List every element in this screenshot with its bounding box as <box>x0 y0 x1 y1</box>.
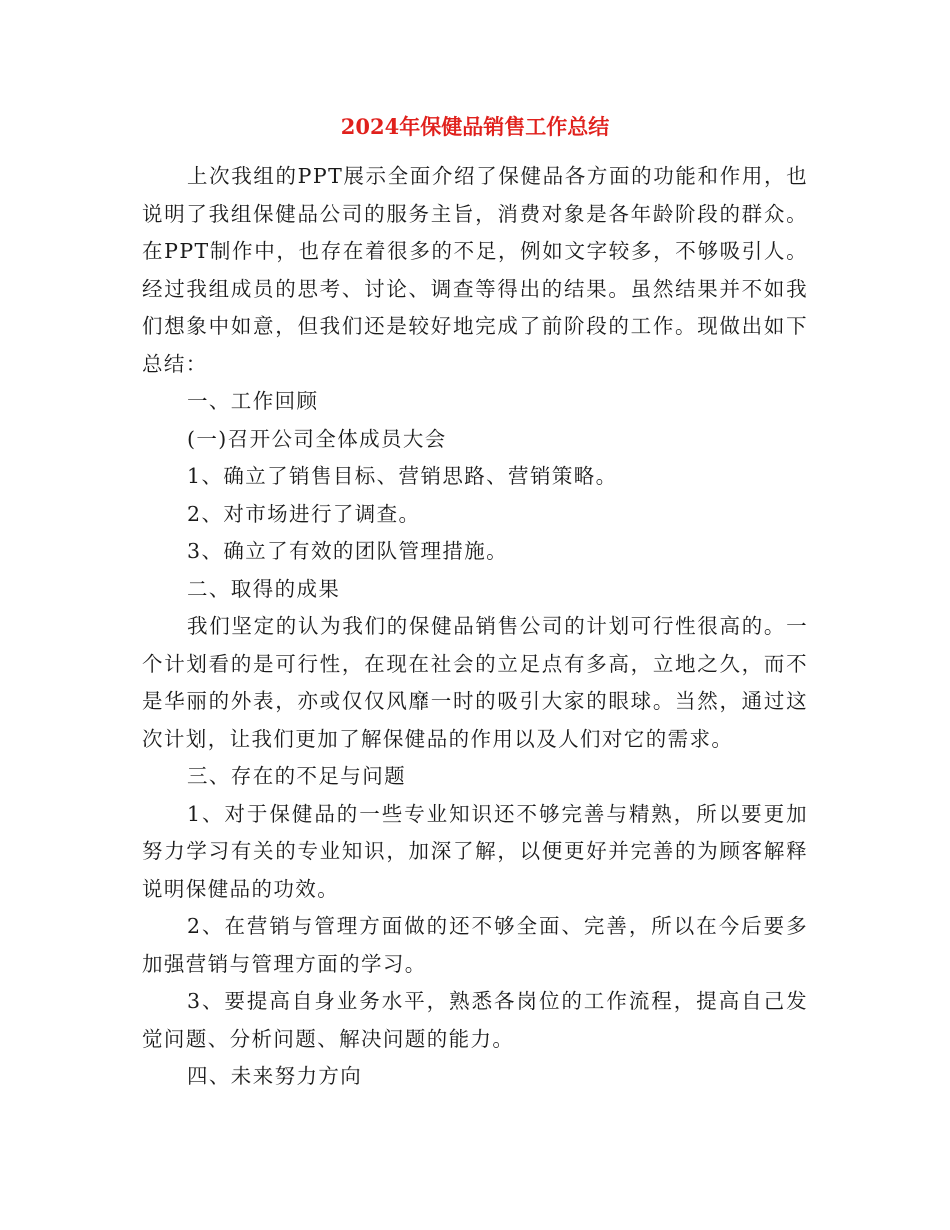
intro-paragraph: 上次我组的PPT展示全面介绍了保健品各方面的功能和作用，也说明了我组保健品公司的服务主旨，消费对象是各年龄阶段的群众。在PPT制作中，也存在着很多的不足，例如文字较多，不够吸引人。经过我组成员的思考、讨论、调查等得出的结果。虽然结果并不如我们想象中如意，但我们还是较好地完成了前阶段的工作。现做出如下总结： <box>142 164 808 376</box>
list-item: 1、确立了销售目标、营销思路、营销策略。 <box>187 464 618 488</box>
list-item: 2、对市场进行了调查。 <box>187 501 421 526</box>
section-heading-future-direction: 四、未来努力方向 <box>187 1064 363 1088</box>
document-body <box>142 158 808 1096</box>
section-heading-work-review: 一、工作回顾 <box>187 389 319 413</box>
section-heading-problems: 三、存在的不足与问题 <box>187 764 406 788</box>
document-title: 2024年保健品销售工作总结 <box>340 114 610 139</box>
list-item: 2、在营销与管理方面做的还不够全面、完善，所以在今后要多加强营销与管理方面的学习。 <box>142 914 808 976</box>
list-item: 1、对于保健品的一些专业知识还不够完善与精熟，所以要更加努力学习有关的专业知识，加深了解，以便更好并完善的为顾客解释说明保健品的功效。 <box>142 801 808 901</box>
list-item: 3、确立了有效的团队管理措施。 <box>187 539 509 563</box>
subsection-heading-meeting: (一)召开公司全体成员大会 <box>187 426 447 451</box>
list-item: 3、要提高自身业务水平，熟悉各岗位的工作流程，提高自己发觉问题、分析问题、解决问题的能力。 <box>142 989 808 1051</box>
section-heading-achievements: 二、取得的成果 <box>187 576 341 601</box>
achievements-paragraph: 我们坚定的认为我们的保健品销售公司的计划可行性很高的。一个计划看的是可行性，在现在社会的立足点有多高，立地之久，而不是华丽的外表，亦或仅仅风靡一时的吸引大家的眼球。当然，通过这次计划，让我们更加了解保健品的作用以及人们对它的需求。 <box>142 614 808 751</box>
